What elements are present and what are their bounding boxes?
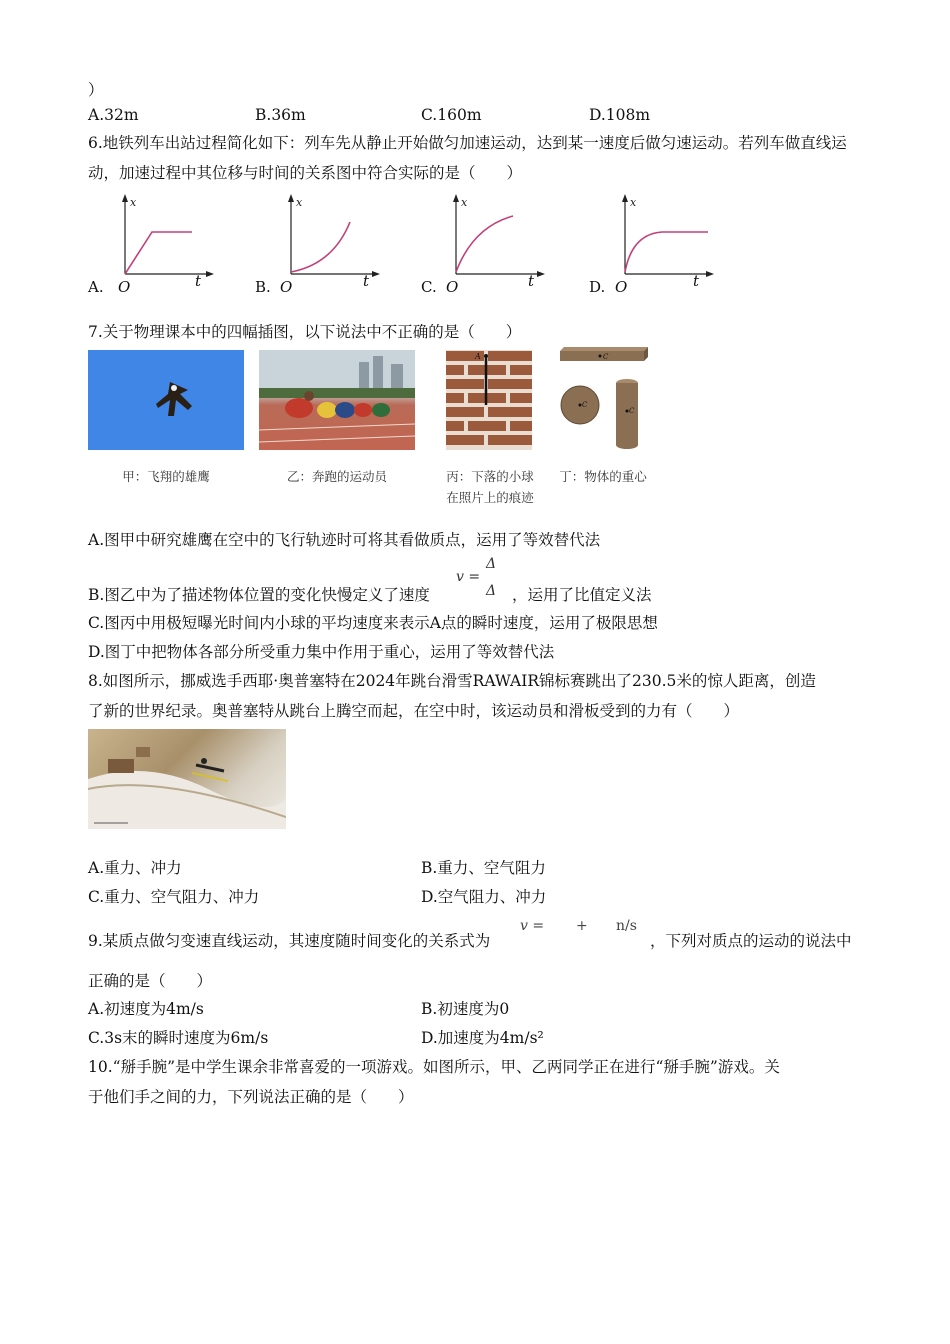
q5-option-d: D.108m bbox=[589, 106, 651, 124]
velocity-formula-left: v = bbox=[456, 569, 481, 585]
graph-a bbox=[112, 192, 217, 282]
q9-formula-unit: n/s bbox=[616, 918, 637, 934]
q9-option-b: B.初速度为0 bbox=[421, 1000, 510, 1018]
graph-d bbox=[612, 192, 717, 282]
center-of-gravity-image bbox=[556, 345, 651, 455]
point-a-label: A bbox=[475, 352, 481, 361]
graph-a-label: A. bbox=[88, 278, 104, 296]
graph-c-label: C. bbox=[421, 278, 437, 296]
caption-jia: 甲：飞翔的雄鹰 bbox=[122, 469, 210, 484]
graph-b-t: t bbox=[363, 272, 370, 290]
runners-image bbox=[259, 350, 415, 450]
q8-option-c: C.重力、空气阻力、冲力 bbox=[88, 888, 260, 906]
q7-option-b: B.图乙中为了描述物体位置的变化快慢定义了速度 bbox=[88, 586, 430, 604]
graph-b-label: B. bbox=[255, 278, 271, 296]
svg-text:C: C bbox=[582, 401, 588, 409]
q9-formula-plus: + bbox=[576, 918, 588, 934]
graph-c bbox=[443, 192, 548, 282]
svg-text:x: x bbox=[630, 196, 637, 209]
graph-a-origin: O bbox=[118, 278, 131, 296]
question-5-closing-paren: ） bbox=[88, 81, 104, 99]
q9-option-a: A.初速度为4m/s bbox=[88, 1000, 204, 1018]
caption-yi: 乙：奔跑的运动员 bbox=[286, 469, 387, 484]
q5-option-b: B.36m bbox=[255, 106, 306, 124]
q5-option-a: A.32m bbox=[88, 106, 139, 124]
q7-option-b-tail: ，运用了比值定义法 bbox=[512, 586, 652, 604]
q8-option-b: B.重力、空气阻力 bbox=[421, 859, 546, 877]
q9-option-d: D.加速度为4m/s² bbox=[421, 1029, 544, 1047]
velocity-formula-bottom: Δ bbox=[486, 583, 497, 599]
graph-b-origin: O bbox=[280, 278, 293, 296]
question-9-line-1b: ，下列对质点的运动的说法中 bbox=[650, 932, 852, 950]
question-10-line-1: 10.“掰手腕”是中学生课余非常喜爱的一项游戏。如图所示，甲、乙两同学正在进行“掰手腕”游戏。关 bbox=[88, 1058, 780, 1076]
caption-bing-2: 在照片上的痕迹 bbox=[446, 490, 534, 505]
question-8-line-2: 了新的世界纪录。奥普塞特从跳台上腾空而起，在空中时，该运动员和滑板受到的力有（ ） bbox=[88, 702, 740, 720]
graph-c-t: t bbox=[528, 272, 535, 290]
question-7-text: 7.关于物理课本中的四幅插图，以下说法中不正确的是（ ） bbox=[88, 323, 522, 341]
graph-b bbox=[278, 192, 383, 282]
q8-option-a: A.重力、冲力 bbox=[88, 859, 182, 877]
question-9-line-2: 正确的是（ ） bbox=[88, 972, 213, 990]
brick-wall-image bbox=[446, 350, 532, 450]
q7-option-a: A.图甲中研究雄鹰在空中的飞行轨迹时可将其看做质点，运用了等效替代法 bbox=[88, 531, 601, 549]
question-8-line-1: 8.如图所示，挪威选手西耶·奥普塞特在2024年跳台滑雪RAWAIR锦标赛跳出了230.5米的惊人距离，创造 bbox=[88, 672, 816, 690]
graph-d-t: t bbox=[693, 272, 700, 290]
graph-c-origin: O bbox=[446, 278, 459, 296]
graph-d-origin: O bbox=[615, 278, 628, 296]
ski-jumper-image bbox=[88, 729, 286, 829]
q7-option-d: D.图丁中把物体各部分所受重力集中作用于重心，运用了等效替代法 bbox=[88, 643, 555, 661]
svg-text:C: C bbox=[629, 407, 635, 415]
caption-ding: 丁：物体的重心 bbox=[559, 469, 647, 484]
q8-option-d: D.空气阻力、冲力 bbox=[421, 888, 547, 906]
question-10-line-2: 于他们手之间的力，下列说法正确的是（ ） bbox=[88, 1088, 414, 1106]
svg-text:C: C bbox=[603, 353, 609, 361]
eagle-image bbox=[88, 350, 244, 450]
q9-option-c: C.3s末的瞬时速度为6m/s bbox=[88, 1029, 269, 1047]
axis-x-label: x bbox=[130, 196, 137, 209]
question-6-text: 6.地铁列车出站过程简化如下：列车先从静止开始做匀加速运动，达到某一速度后做匀速运动。若列车做直线运动，加速过程中其位移与时间的关系图中符合实际的是（ ） bbox=[88, 134, 847, 182]
graph-d-label: D. bbox=[589, 278, 606, 296]
svg-text:x: x bbox=[296, 196, 303, 209]
caption-bing-1: 丙：下落的小球 bbox=[446, 469, 534, 484]
q9-formula-v: v = bbox=[520, 918, 545, 934]
q7-option-c: C.图丙中用极短曝光时间内小球的平均速度来表示A点的瞬时速度，运用了极限思想 bbox=[88, 614, 658, 632]
velocity-formula-top: Δ bbox=[486, 556, 497, 572]
q5-option-c: C.160m bbox=[421, 106, 482, 124]
question-9-line-1a: 9.某质点做匀变速直线运动，其速度随时间变化的关系式为 bbox=[88, 932, 491, 950]
graph-a-t: t bbox=[195, 272, 202, 290]
svg-text:x: x bbox=[461, 196, 468, 209]
